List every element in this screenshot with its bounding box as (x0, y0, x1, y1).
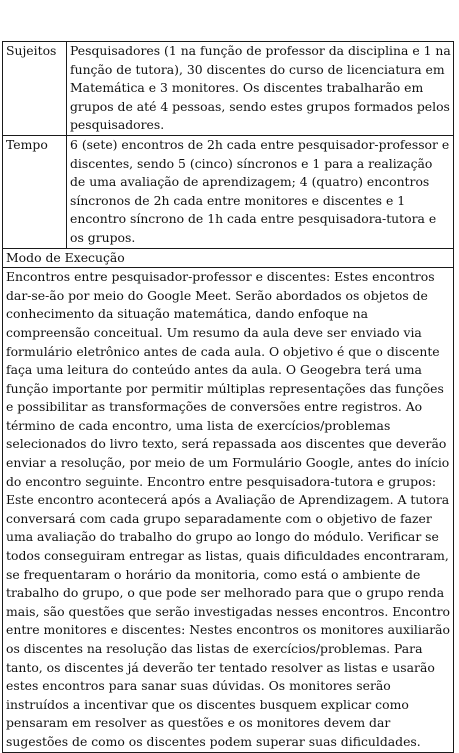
table-row-sujeitos (3, 42, 454, 136)
row-label-sujeitos: Sujeitos (3, 42, 67, 136)
table-row-section-heading (3, 248, 454, 268)
section-heading-modo-de-execucao: Modo de Execução (3, 248, 454, 268)
methodology-table (2, 41, 454, 753)
section-body-text: Encontros entre pesquisador-professor e discentes: Estes encontros dar-se-ão por meio do Google Meet. Serão abordados os objetos de conhecimento da situação matemática, dando enfoque na compreensão conceitual. Um resumo da aula deve ser enviado via formulário eletrônico antes de cada aula. O objetivo é que o discente faça uma leitura do conteúdo antes da aula. O Geogebra terá uma função importante por permitir múltiplas representações das funções e possibilitar as transformações de conversões entre registros. Ao término de cada encontro, uma lista de exercícios/problemas selecionados do livro texto, será repassada aos discentes que deverão enviar a resolução, por meio de um Formulário Google, antes do início do encontro seguinte. Encontro entre pesquisadora-tutora e grupos: Este encontro acontecerá após a Avaliação de Aprendizagem. A tutora conversará com cada grupo separadamente com o objetivo de fazer uma avaliação do trabalho do grupo ao longo do módulo. Verificar se todos conseguiram entregar as listas, quais dificuldades encontraram, se frequentaram o horário da monitoria, como está o ambiente de trabalho do grupo, o que pode ser melhorado para que o grupo renda mais, são questões que serão investigadas nesses encontros. Encontro entre monitores e discentes: Nestes encontros os monitores auxiliarão os discentes na resolução das listas de exercícios/problemas. Para tanto, os discentes já deverão ter tentado resolver as listas e usarão estes encontros para sanar suas dúvidas. Os monitores serão instruídos a incentivar que os discentes busquem explicar como pensaram em resolver as questões e os monitores devem dar sugestões de como os discentes podem superar suas dificuldades. (3, 268, 454, 752)
table-row-tempo (3, 135, 454, 248)
table-row-section-body (3, 268, 454, 752)
row-content-tempo: 6 (sete) encontros de 2h cada entre pesquisador-professor e discentes, sendo 5 (cinco) síncronos e 1 para a realização de uma avaliação de aprendizagem; 4 (quatro) encontros síncronos de 2h cada entre monitores e discentes e 1 encontro síncrono de 1h cada entre pesquisadora-tutora e os grupos. (67, 135, 454, 248)
row-label-tempo: Tempo (3, 135, 67, 248)
row-content-sujeitos: Pesquisadores (1 na função de professor da disciplina e 1 na função de tutora), 30 discentes do curso de licenciatura em Matemática e 3 monitores. Os discentes trabalharão em grupos de até 4 pessoas, sendo estes grupos formados pelos pesquisadores. (67, 42, 454, 136)
